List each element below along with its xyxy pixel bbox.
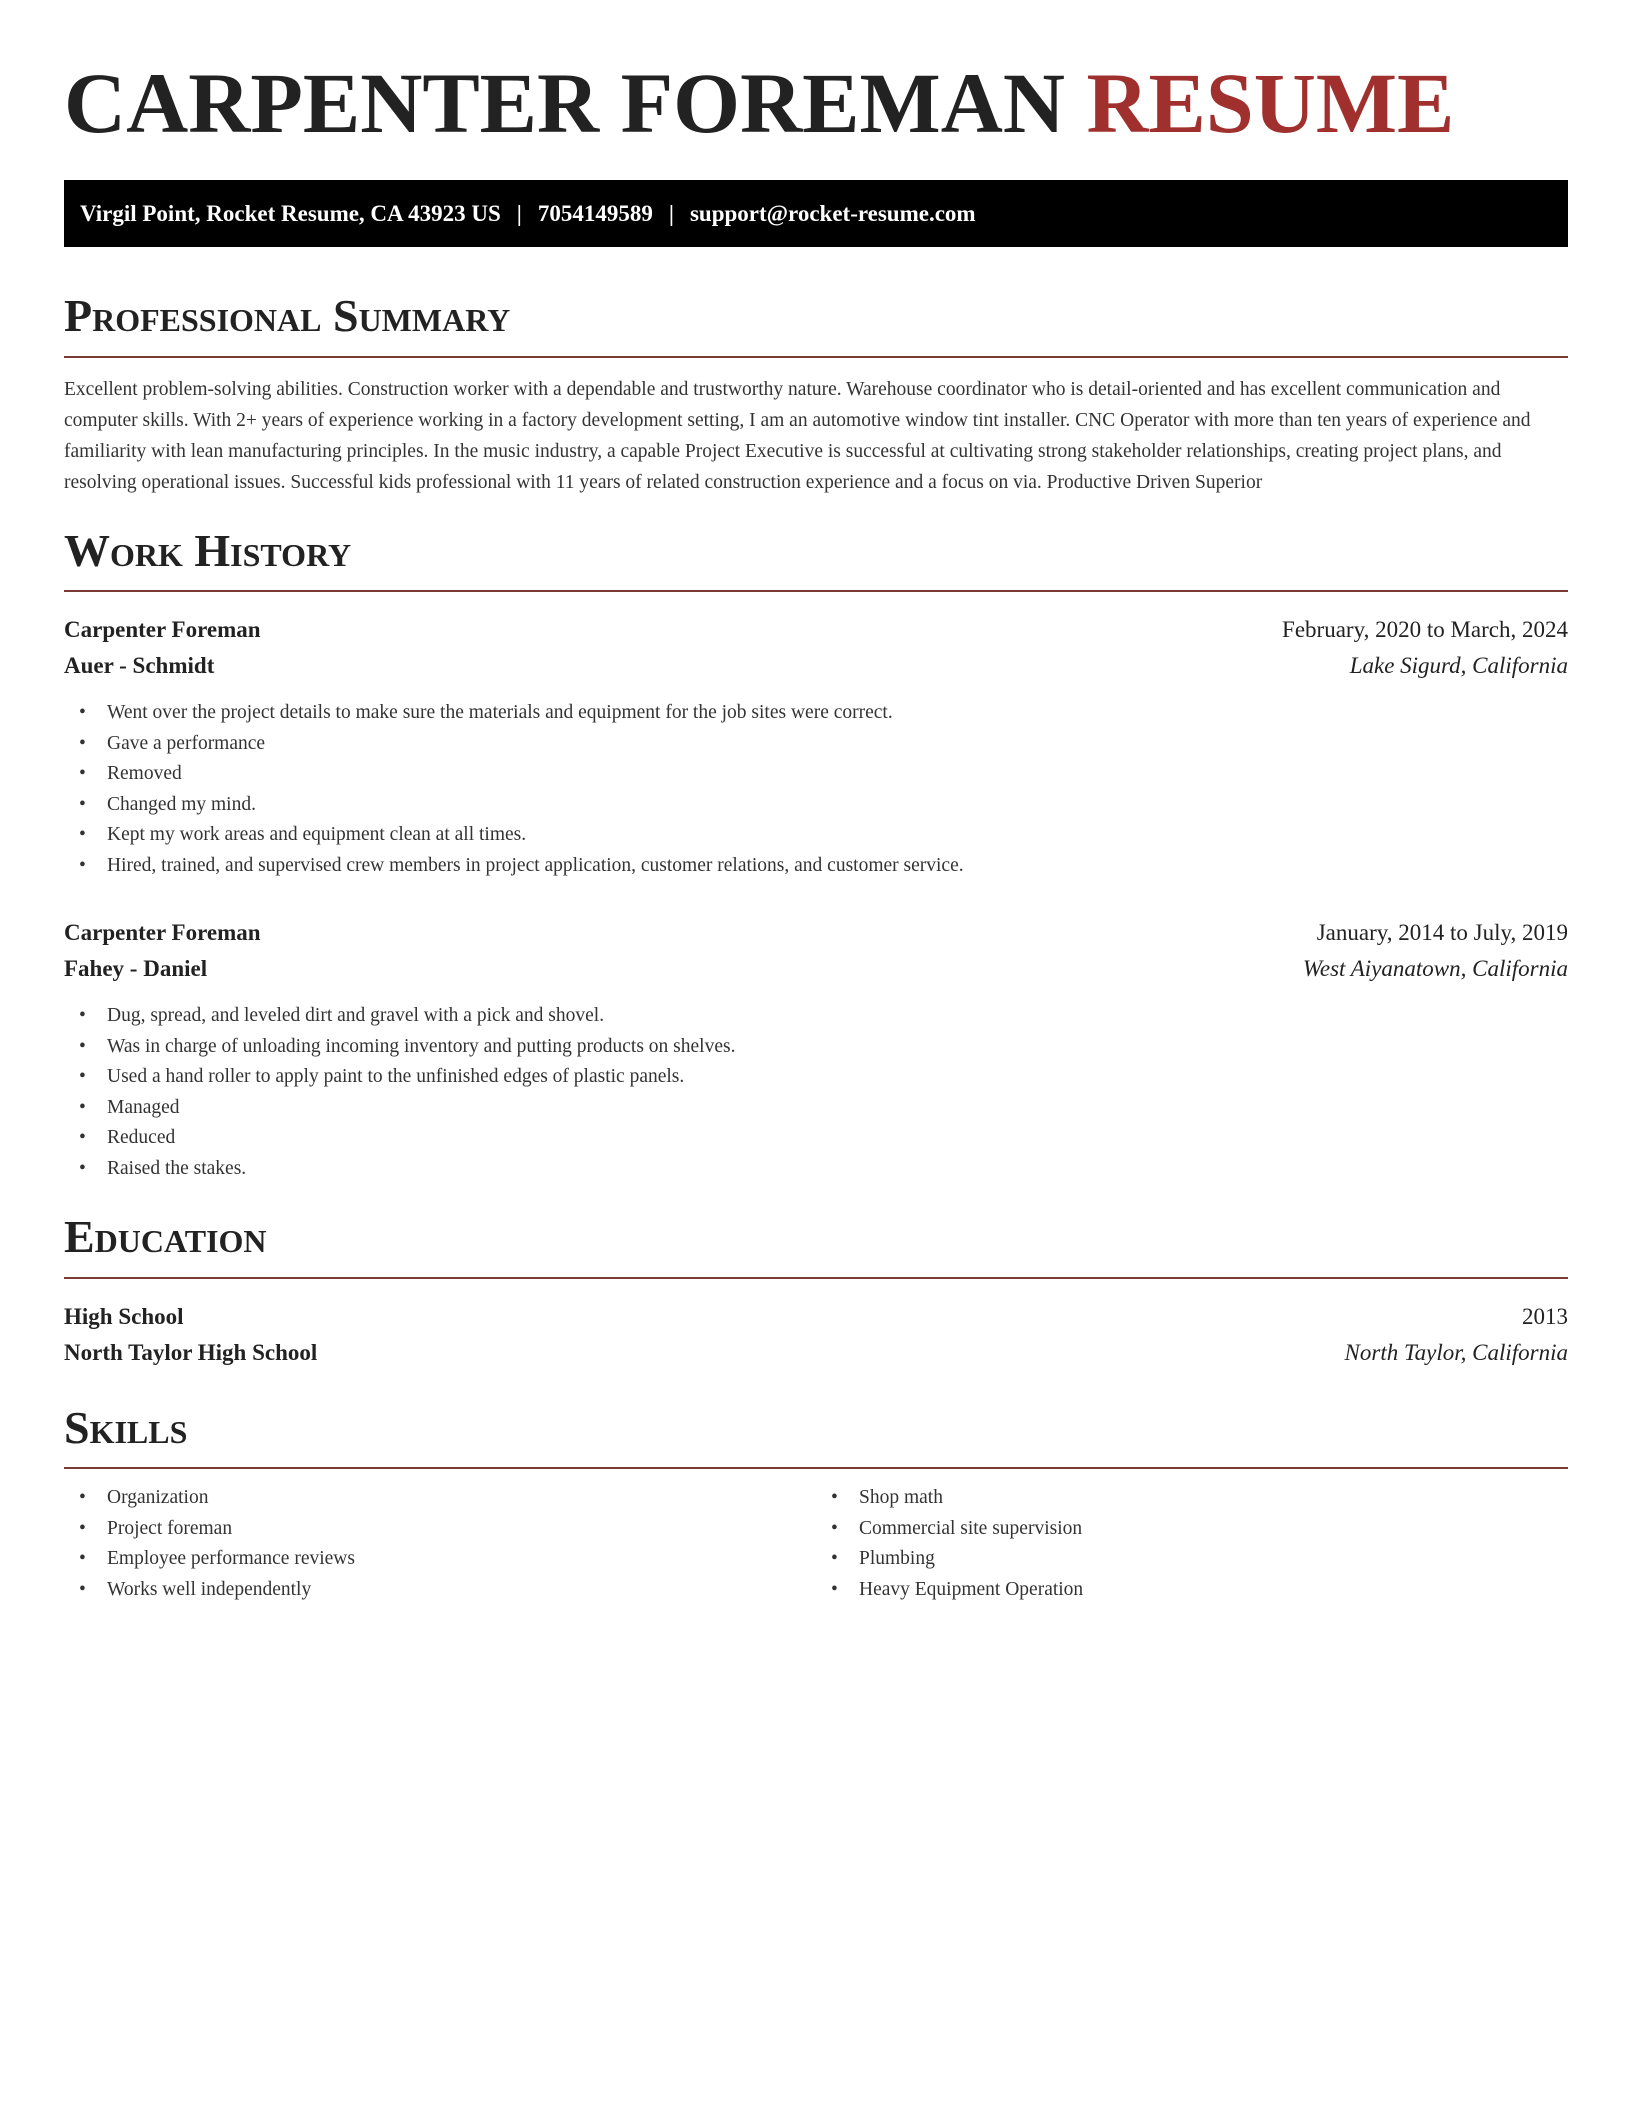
job-title: Carpenter Foreman (64, 617, 261, 643)
bullet-icon: • (79, 1157, 86, 1179)
education-location: North Taylor, California (1344, 1339, 1568, 1365)
bullet-icon: • (831, 1578, 838, 1600)
section-heading-education: Education (64, 1211, 267, 1263)
list-item (64, 790, 1568, 821)
list-item (64, 1154, 1568, 1185)
bullet-icon: • (79, 1035, 86, 1057)
summary-text: Excellent problem-solving abilities. Construction worker with a dependable and trustworthy nature. Warehouse coordinator who is detail-oriented and has excellent communication and computer skills. With 2+ years of experience working in a factory development setting, I am an automotive window tint installer. CNC Operator with more than ten years of experience and familiarity with lean manufacturing principles. In the music industry, a capable Project Executive is successful at cultivating strong stakeholder relationships, creating project plans, and resolving operational issues. Successful kids professional with 11 years of related construction experience and a focus on via. Productive Driven Superior (64, 378, 1531, 493)
job-dates: February, 2020 to March, 2024 (1282, 617, 1568, 643)
list-item (64, 1001, 1568, 1032)
work-history-section (64, 526, 1568, 1185)
bullet-icon: • (79, 1096, 86, 1118)
section-heading-work-history: Work History (64, 524, 352, 576)
contact-email: support@rocket-resume.com (689, 200, 976, 226)
duty-text: Was in charge of unloading incoming inventory and putting products on shelves. (107, 1035, 736, 1057)
duty-text: Went over the project details to make sure the materials and equipment for the job sites were correct. (107, 702, 893, 724)
duty-text: Gave a performance (107, 732, 266, 754)
job-dates: January, 2014 to July, 2019 (1316, 920, 1568, 946)
list-item (64, 1544, 816, 1575)
job-header-row (64, 915, 1568, 951)
job-location: West Aiyanatown, California (1302, 956, 1568, 982)
education-degree: High School (64, 1303, 184, 1329)
section-divider (64, 590, 1568, 592)
skill-text: Commercial site supervision (859, 1517, 1083, 1539)
job-header-row (64, 612, 1568, 648)
contact-address: Virgil Point, Rocket Resume, CA 43923 US (80, 200, 501, 226)
bullet-icon: • (831, 1487, 838, 1509)
bullet-icon: • (79, 702, 86, 724)
job-location: Lake Sigurd, California (1349, 653, 1568, 679)
education-entry (64, 1299, 1568, 1371)
section-divider (64, 1467, 1568, 1469)
duty-text: Reduced (107, 1127, 176, 1149)
job-entry (64, 612, 1568, 881)
list-item (64, 1575, 816, 1606)
list-item (816, 1514, 1568, 1545)
bullet-icon: • (79, 1578, 86, 1600)
list-item (64, 1093, 1568, 1124)
section-divider (64, 1277, 1568, 1279)
list-item (64, 1062, 1568, 1093)
duty-text: Changed my mind. (107, 793, 256, 815)
bullet-icon: • (79, 1005, 86, 1027)
job-company: Auer - Schmidt (64, 653, 215, 679)
list-item (64, 1032, 1568, 1063)
list-item (64, 1123, 1568, 1154)
duty-text: Kept my work areas and equipment clean at all times. (107, 824, 527, 846)
section-heading-skills: Skills (64, 1401, 188, 1453)
job-duties-list (64, 1001, 1568, 1184)
section-divider (64, 356, 1568, 358)
duty-text: Hired, trained, and supervised crew members in project application, customer relations, and customer service. (107, 854, 964, 876)
education-year: 2013 (1522, 1303, 1568, 1329)
skill-text: Project foreman (107, 1517, 233, 1539)
bullet-icon: • (79, 732, 86, 754)
skill-text: Works well independently (107, 1578, 312, 1600)
education-header-row (64, 1299, 1568, 1335)
job-company-row (64, 951, 1568, 987)
bullet-icon: • (79, 1066, 86, 1088)
contact-bar (64, 180, 1568, 247)
bullet-icon: • (79, 1517, 86, 1539)
contact-separator: | (516, 200, 522, 226)
job-duties-list (64, 698, 1568, 881)
list-item (64, 729, 1568, 760)
education-section (64, 1212, 1568, 1371)
professional-summary-section (64, 291, 1568, 498)
list-item (64, 851, 1568, 882)
bullet-icon: • (79, 763, 86, 785)
education-school-row (64, 1335, 1568, 1371)
list-item (816, 1575, 1568, 1606)
education-school: North Taylor High School (64, 1339, 318, 1365)
duty-text: Removed (107, 763, 182, 785)
contact-phone: 7054149589 (537, 200, 653, 226)
bullet-icon: • (79, 1487, 86, 1509)
skills-section (64, 1403, 1568, 1606)
bullet-icon: • (79, 1548, 86, 1570)
bullet-icon: • (831, 1517, 838, 1539)
bullet-icon: • (79, 824, 86, 846)
bullet-icon: • (79, 854, 86, 876)
title-main: CARPENTER FOREMAN (64, 55, 1065, 151)
duty-text: Raised the stakes. (107, 1157, 247, 1179)
skill-text: Plumbing (859, 1548, 935, 1570)
list-item (64, 759, 1568, 790)
skill-text: Employee performance reviews (107, 1548, 355, 1570)
skill-text: Heavy Equipment Operation (859, 1578, 1084, 1600)
duty-text: Used a hand roller to apply paint to the unfinished edges of plastic panels. (107, 1066, 685, 1088)
skill-text: Organization (107, 1487, 209, 1509)
skills-grid (64, 1483, 1568, 1605)
resume-title (64, 55, 1568, 151)
section-heading-summary: Professional Summary (64, 290, 511, 341)
list-item (816, 1544, 1568, 1575)
bullet-icon: • (831, 1548, 838, 1570)
bullet-icon: • (79, 1127, 86, 1149)
skills-column-left (64, 1483, 816, 1605)
duty-text: Managed (107, 1096, 180, 1118)
bullet-icon: • (79, 793, 86, 815)
list-item (816, 1483, 1568, 1514)
skills-list (64, 1483, 816, 1605)
list-item (64, 820, 1568, 851)
skill-text: Shop math (859, 1487, 943, 1509)
job-company: Fahey - Daniel (64, 956, 208, 982)
duty-text: Dug, spread, and leveled dirt and gravel with a pick and shovel. (107, 1005, 605, 1027)
list-item (64, 1483, 816, 1514)
job-entry (64, 915, 1568, 1184)
skills-list (816, 1483, 1568, 1605)
title-accent: RESUME (1086, 55, 1455, 151)
contact-separator: | (668, 200, 674, 226)
job-company-row (64, 648, 1568, 684)
list-item (64, 1514, 816, 1545)
job-title: Carpenter Foreman (64, 920, 261, 946)
list-item (64, 698, 1568, 729)
skills-column-right (816, 1483, 1568, 1605)
